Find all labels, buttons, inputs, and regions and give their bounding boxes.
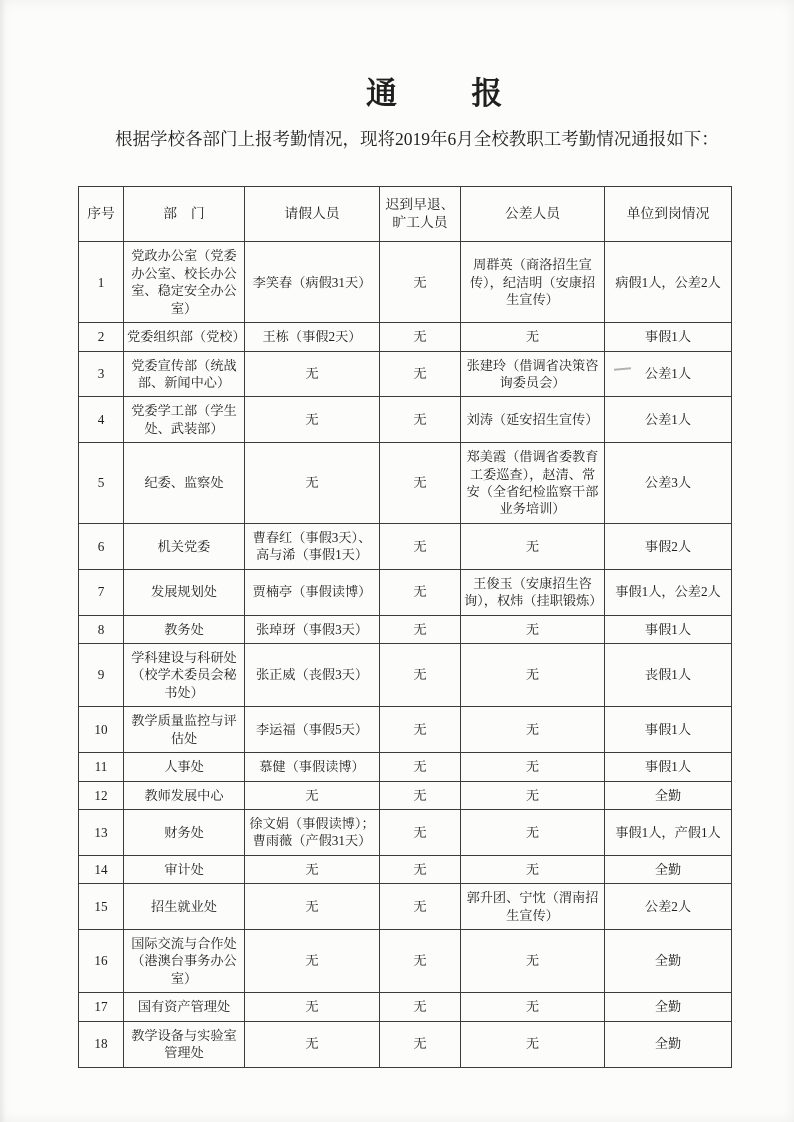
cell-leave-personnel: 无 — [245, 1021, 380, 1067]
cell-department: 教学设备与实验室管理处 — [124, 1021, 245, 1067]
cell-late-absent-personnel: 无 — [380, 351, 461, 397]
cell-late-absent-personnel: 无 — [380, 397, 461, 443]
cell-serial-number: 14 — [79, 855, 124, 883]
table-row — [79, 569, 732, 615]
cell-department: 党委宣传部（统战部、新闻中心） — [124, 351, 245, 397]
cell-late-absent-personnel: 无 — [380, 993, 461, 1021]
cell-department: 国有资产管理处 — [124, 993, 245, 1021]
table-row — [79, 1021, 732, 1067]
cell-attendance-status: 事假1人 — [605, 323, 732, 351]
table-row — [79, 781, 732, 809]
cell-business-trip-personnel: 无 — [461, 753, 605, 781]
cell-serial-number: 7 — [79, 569, 124, 615]
cell-attendance-status: 公差1人 — [605, 351, 732, 397]
cell-serial-number: 16 — [79, 930, 124, 993]
cell-late-absent-personnel: 无 — [380, 615, 461, 643]
cell-serial-number: 2 — [79, 323, 124, 351]
header-business-trip-personnel: 公差人员 — [461, 187, 605, 242]
cell-business-trip-personnel: 张建玲（借调省决策咨询委员会） — [461, 351, 605, 397]
cell-late-absent-personnel: 无 — [380, 884, 461, 930]
table-row — [79, 644, 732, 707]
cell-leave-personnel: 无 — [245, 397, 380, 443]
cell-leave-personnel: 徐文娟（事假读博）；曹雨薇（产假31天） — [245, 809, 380, 855]
cell-serial-number: 5 — [79, 443, 124, 524]
table-row — [79, 323, 732, 351]
cell-serial-number: 9 — [79, 644, 124, 707]
cell-attendance-status: 全勤 — [605, 781, 732, 809]
cell-attendance-status: 全勤 — [605, 993, 732, 1021]
cell-attendance-status: 事假1人 — [605, 753, 732, 781]
table-row — [79, 443, 732, 524]
cell-business-trip-personnel: 无 — [461, 809, 605, 855]
cell-late-absent-personnel: 无 — [380, 809, 461, 855]
scan-edge-smudge — [0, 0, 6, 1122]
cell-attendance-status: 病假1人，公差2人 — [605, 242, 732, 323]
cell-business-trip-personnel: 无 — [461, 993, 605, 1021]
table-row — [79, 855, 732, 883]
cell-business-trip-personnel: 王俊玉（安康招生咨询），权炜（挂职锻炼） — [461, 569, 605, 615]
cell-business-trip-personnel: 无 — [461, 930, 605, 993]
cell-late-absent-personnel: 无 — [380, 1021, 461, 1067]
cell-late-absent-personnel: 无 — [380, 569, 461, 615]
cell-serial-number: 10 — [79, 707, 124, 753]
cell-serial-number: 18 — [79, 1021, 124, 1067]
header-late-absent-personnel: 迟到早退、旷工人员 — [380, 187, 461, 242]
cell-attendance-status: 全勤 — [605, 930, 732, 993]
cell-attendance-status: 事假1人 — [605, 707, 732, 753]
cell-department: 机关党委 — [124, 523, 245, 569]
cell-business-trip-personnel: 郭升团、宁忱（渭南招生宣传） — [461, 884, 605, 930]
cell-department: 纪委、监察处 — [124, 443, 245, 524]
cell-leave-personnel: 张琸玡（事假3天） — [245, 615, 380, 643]
cell-leave-personnel: 无 — [245, 351, 380, 397]
cell-business-trip-personnel: 无 — [461, 1021, 605, 1067]
cell-serial-number: 4 — [79, 397, 124, 443]
cell-serial-number: 12 — [79, 781, 124, 809]
cell-late-absent-personnel: 无 — [380, 753, 461, 781]
attendance-table-container — [78, 186, 731, 1068]
cell-serial-number: 17 — [79, 993, 124, 1021]
cell-serial-number: 8 — [79, 615, 124, 643]
cell-department: 审计处 — [124, 855, 245, 883]
cell-attendance-status: 公差2人 — [605, 884, 732, 930]
table-row — [79, 242, 732, 323]
cell-leave-personnel: 李运福（事假5天） — [245, 707, 380, 753]
header-leave-personnel: 请假人员 — [245, 187, 380, 242]
cell-late-absent-personnel: 无 — [380, 644, 461, 707]
cell-serial-number: 13 — [79, 809, 124, 855]
cell-leave-personnel: 王栋（事假2天） — [245, 323, 380, 351]
table-row — [79, 993, 732, 1021]
cell-late-absent-personnel: 无 — [380, 323, 461, 351]
cell-leave-personnel: 李笑春（病假31天） — [245, 242, 380, 323]
cell-business-trip-personnel: 无 — [461, 523, 605, 569]
header-attendance-status: 单位到岗情况 — [605, 187, 732, 242]
cell-attendance-status: 事假2人 — [605, 523, 732, 569]
table-row — [79, 523, 732, 569]
cell-leave-personnel: 无 — [245, 884, 380, 930]
cell-business-trip-personnel: 无 — [461, 615, 605, 643]
cell-attendance-status: 全勤 — [605, 1021, 732, 1067]
cell-leave-personnel: 无 — [245, 930, 380, 993]
cell-business-trip-personnel: 无 — [461, 707, 605, 753]
cell-late-absent-personnel: 无 — [380, 930, 461, 993]
document-title: 通报 — [365, 76, 577, 111]
table-row — [79, 930, 732, 993]
table-row — [79, 809, 732, 855]
cell-attendance-status: 公差1人 — [605, 397, 732, 443]
attendance-table-body — [79, 242, 732, 1067]
cell-department: 教学质量监控与评估处 — [124, 707, 245, 753]
cell-attendance-status: 事假1人，公差2人 — [605, 569, 732, 615]
table-row — [79, 884, 732, 930]
cell-late-absent-personnel: 无 — [380, 781, 461, 809]
table-row — [79, 753, 732, 781]
cell-late-absent-personnel: 无 — [380, 443, 461, 524]
table-row — [79, 707, 732, 753]
cell-attendance-status: 全勤 — [605, 855, 732, 883]
table-row — [79, 351, 732, 397]
cell-department: 招生就业处 — [124, 884, 245, 930]
cell-leave-personnel: 无 — [245, 993, 380, 1021]
cell-serial-number: 6 — [79, 523, 124, 569]
intro-paragraph: 根据学校各部门上报考勤情况，现将2019年6月全校教职工考勤情况通报如下： — [115, 129, 719, 149]
cell-business-trip-personnel: 周群英（商洛招生宣传），纪洁明（安康招生宣传） — [461, 242, 605, 323]
cell-department: 学科建设与科研处（校学术委员会秘书处） — [124, 644, 245, 707]
cell-leave-personnel: 张正威（丧假3天） — [245, 644, 380, 707]
cell-leave-personnel: 贾楠亭（事假读博） — [245, 569, 380, 615]
cell-business-trip-personnel: 无 — [461, 855, 605, 883]
cell-department: 发展规划处 — [124, 569, 245, 615]
cell-business-trip-personnel: 无 — [461, 323, 605, 351]
cell-serial-number: 1 — [79, 242, 124, 323]
cell-leave-personnel: 曹春红（事假3天）、高与浠（事假1天） — [245, 523, 380, 569]
cell-business-trip-personnel: 无 — [461, 781, 605, 809]
table-row — [79, 397, 732, 443]
cell-attendance-status: 丧假1人 — [605, 644, 732, 707]
cell-business-trip-personnel: 刘涛（延安招生宣传） — [461, 397, 605, 443]
cell-leave-personnel: 无 — [245, 781, 380, 809]
cell-late-absent-personnel: 无 — [380, 523, 461, 569]
cell-department: 国际交流与合作处（港澳台事务办公室） — [124, 930, 245, 993]
table-header-row — [79, 187, 732, 242]
cell-late-absent-personnel: 无 — [380, 855, 461, 883]
cell-leave-personnel: 无 — [245, 443, 380, 524]
cell-department: 教师发展中心 — [124, 781, 245, 809]
cell-leave-personnel: 慕健（事假读博） — [245, 753, 380, 781]
cell-late-absent-personnel: 无 — [380, 707, 461, 753]
cell-serial-number: 11 — [79, 753, 124, 781]
cell-department: 教务处 — [124, 615, 245, 643]
cell-late-absent-personnel: 无 — [380, 242, 461, 323]
cell-attendance-status: 公差3人 — [605, 443, 732, 524]
cell-department: 财务处 — [124, 809, 245, 855]
cell-department: 人事处 — [124, 753, 245, 781]
header-department: 部 门 — [124, 187, 245, 242]
cell-business-trip-personnel: 无 — [461, 644, 605, 707]
cell-attendance-status: 事假1人，产假1人 — [605, 809, 732, 855]
cell-department: 党政办公室（党委办公室、校长办公室、稳定安全办公室） — [124, 242, 245, 323]
table-row — [79, 615, 732, 643]
cell-department: 党委学工部（学生处、武装部） — [124, 397, 245, 443]
cell-attendance-status: 事假1人 — [605, 615, 732, 643]
attendance-table — [78, 186, 732, 1068]
cell-department: 党委组织部（党校） — [124, 323, 245, 351]
cell-serial-number: 15 — [79, 884, 124, 930]
cell-serial-number: 3 — [79, 351, 124, 397]
cell-leave-personnel: 无 — [245, 855, 380, 883]
cell-business-trip-personnel: 郑美霞（借调省委教育工委巡查），赵清、常安（全省纪检监察干部业务培训） — [461, 443, 605, 524]
header-serial-number: 序号 — [79, 187, 124, 242]
